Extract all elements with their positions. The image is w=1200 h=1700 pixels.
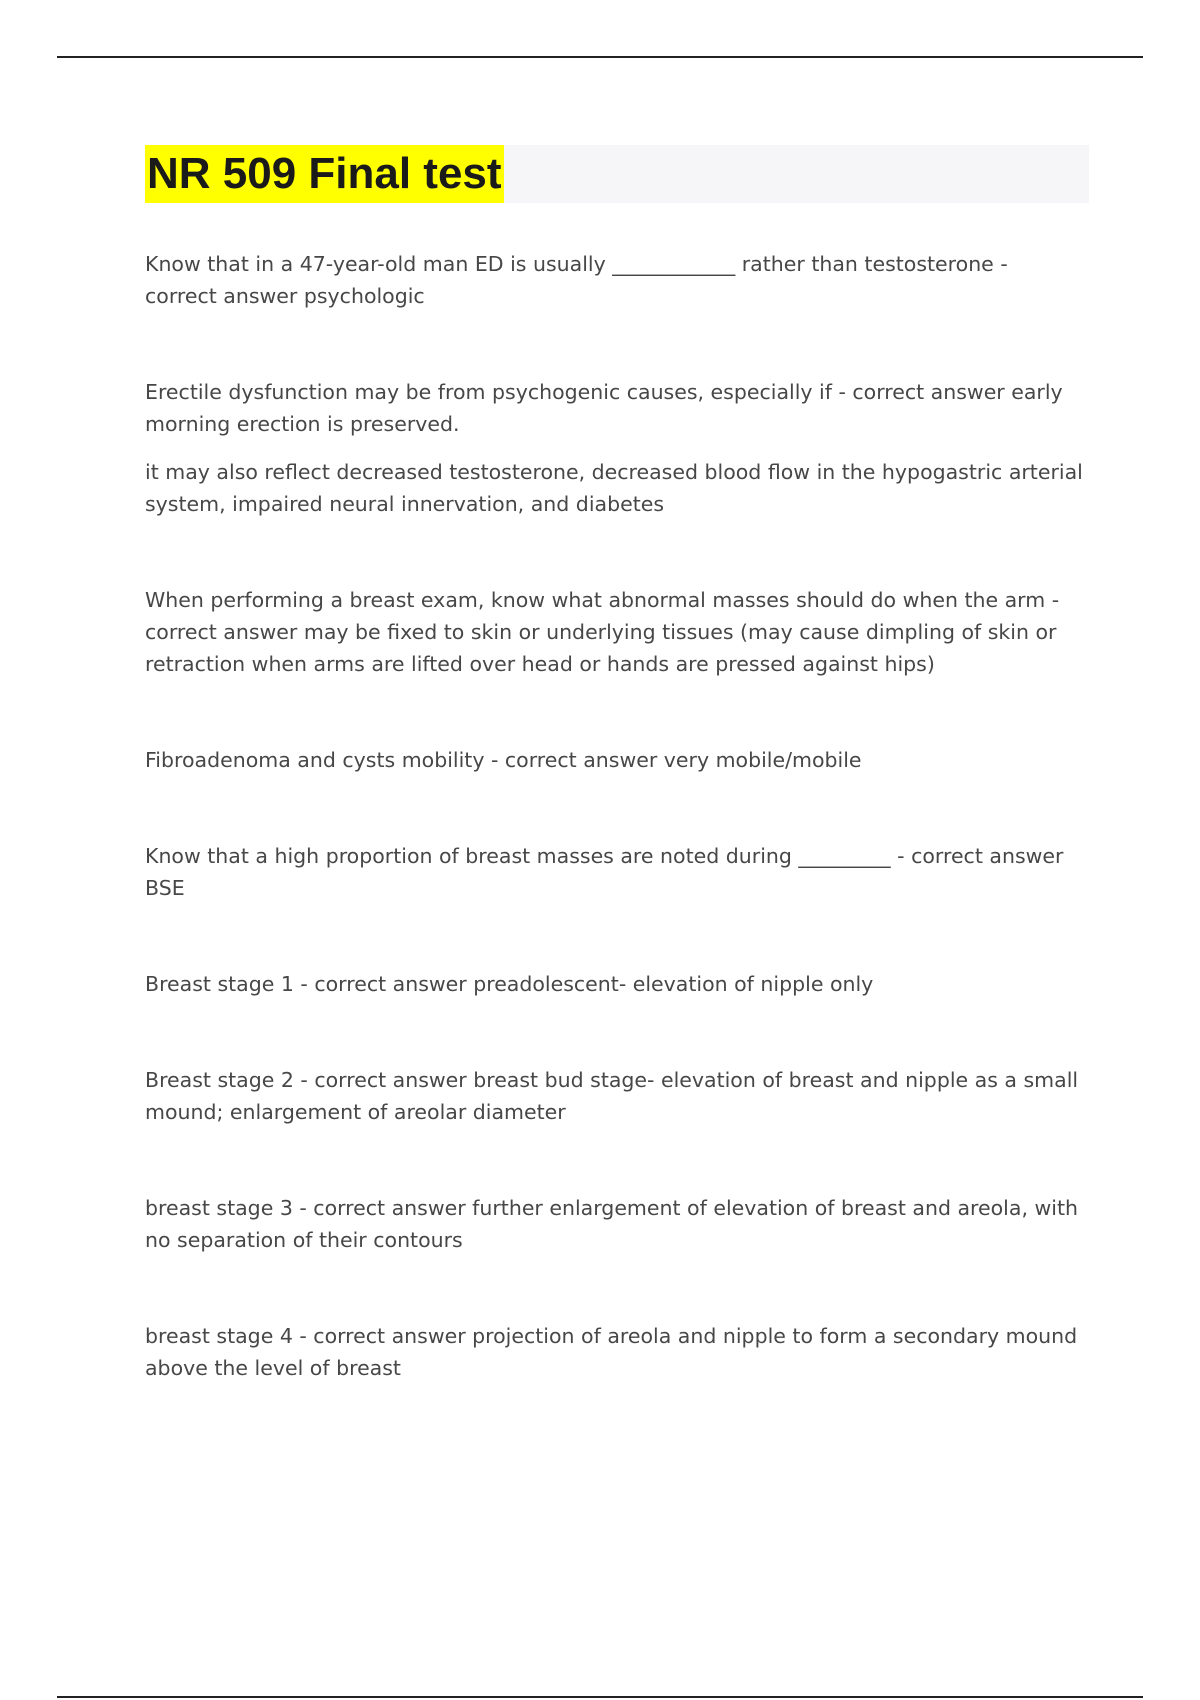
qa-entry-breast-stage-4: breast stage 4 - correct answer projection of areola and nipple to form a secondary mound above the level of breast [145, 1324, 1078, 1380]
document-title: NR 509 Final test [145, 145, 504, 203]
qa-entry-ed-psychogenic: Erectile dysfunction may be from psychogenic causes, especially if - correct answer early morning erection is preserved. [145, 380, 1063, 436]
page-top-rule [57, 56, 1143, 58]
qa-entry-ed-other-causes: it may also reflect decreased testosterone, decreased blood flow in the hypogastric arterial system, impaired neural innervation, and diabetes [145, 460, 1083, 516]
qa-entry-breast-exam-masses: When performing a breast exam, know what abnormal masses should do when the arm - correct answer may be fixed to skin or underlying tissues (may cause dimpling of skin or retraction when arms are lifted over head or hands are pressed against hips) [145, 588, 1060, 676]
qa-entry-breast-stage-2: Breast stage 2 - correct answer breast bud stage- elevation of breast and nipple as a small mound; enlargement of areolar diameter [145, 1068, 1079, 1124]
qa-entry-breast-stage-3: breast stage 3 - correct answer further enlargement of elevation of breast and areola, with no separation of their contours [145, 1196, 1078, 1252]
document-body [145, 248, 1085, 1384]
page-bottom-rule [57, 1696, 1143, 1698]
qa-entry-breast-masses-bse: Know that a high proportion of breast masses are noted during _________ - correct answer BSE [145, 844, 1064, 900]
qa-entry-fibroadenoma-mobility: Fibroadenoma and cysts mobility - correct answer very mobile/mobile [145, 748, 862, 772]
qa-entry-breast-stage-1: Breast stage 1 - correct answer preadolescent- elevation of nipple only [145, 972, 874, 996]
qa-entry-ed-cause: Know that in a 47-year-old man ED is usually ____________ rather than testosterone - correct answer psychologic [145, 252, 1008, 308]
